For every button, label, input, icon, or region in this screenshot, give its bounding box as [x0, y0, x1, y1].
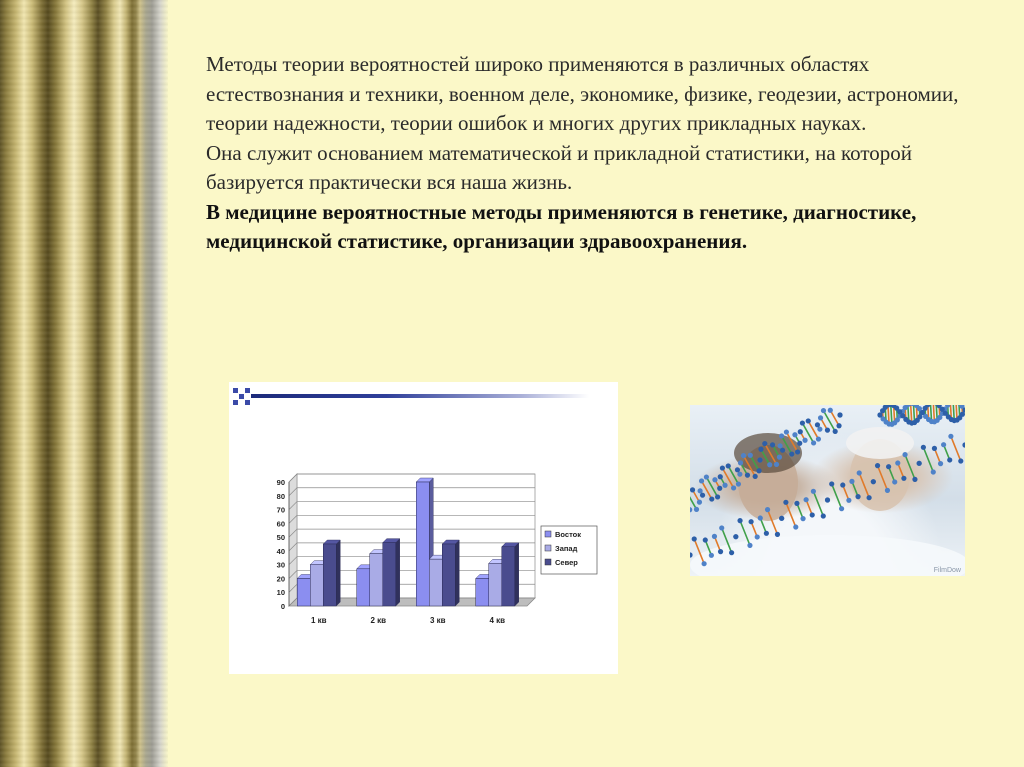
legend-swatch [545, 559, 551, 565]
bar-chart [229, 382, 618, 674]
helix-top-bead [748, 453, 753, 458]
helix-top-bead [818, 415, 823, 420]
helix-top-bead [700, 493, 705, 498]
helix-top-bead [811, 440, 816, 445]
x-tick-label: 4 кв [489, 616, 506, 625]
helix-top-bead [715, 494, 720, 499]
legend-swatch [545, 531, 551, 537]
helix-middle-bead [948, 434, 953, 439]
helix-middle-bead [811, 489, 816, 494]
helix-middle-bead [702, 561, 707, 566]
bar-side [336, 540, 340, 606]
y-tick-label: 50 [276, 533, 285, 543]
helix-top-bead [777, 455, 782, 460]
helix-middle-bead [931, 469, 936, 474]
helix-top-bead [722, 483, 727, 488]
helix-top-bead [726, 463, 731, 468]
helix-top-bead [789, 451, 794, 456]
helix-top-bead [758, 447, 763, 452]
helix-top-bead [757, 457, 762, 462]
y-tick-label: 0 [280, 602, 285, 611]
helix-top-bead [762, 441, 767, 446]
x-tick-label: 3 кв [429, 616, 446, 625]
helix-middle-bead [912, 477, 917, 482]
helix-top-bead [833, 429, 838, 434]
helix-top-bead [798, 429, 803, 434]
helix-top-bead [738, 460, 743, 465]
helix-middle-bead [810, 512, 815, 517]
helix-middle-bead [958, 458, 963, 463]
y-tick-label: 80 [276, 491, 285, 501]
helix-middle-bead [783, 500, 788, 505]
dna-helix-image [690, 405, 965, 576]
helix-top-bead [825, 428, 830, 433]
helix-middle-bead [703, 537, 708, 542]
helix-top-bead [717, 486, 722, 491]
legend-swatch [545, 545, 551, 551]
helix-top-bead [697, 500, 702, 505]
helix-middle-bead [733, 534, 738, 539]
helix-top-bead [737, 472, 742, 477]
bar-3-2 [383, 543, 396, 606]
helix-middle-bead [825, 497, 830, 502]
helix-top-bead [770, 442, 775, 447]
helix-middle-bead [855, 494, 860, 499]
helix-middle-bead [800, 516, 805, 521]
helix-middle-bead [839, 506, 844, 511]
helix-top-bead [735, 467, 740, 472]
paragraph-1: Методы теории вероятностей широко применяются в различных областях естествознания и техники, военном деле, экономике, физике, геодезии, астрономии, теории надежности, теории ошибок и многих других прикладных науках. [206, 52, 959, 135]
helix-top-bead [731, 485, 736, 490]
helix-top-bead [779, 433, 784, 438]
y-tick-label: 10 [276, 588, 285, 598]
y-tick-label: 20 [276, 574, 285, 584]
helix-middle-bead [895, 460, 900, 465]
helix-top-bead [756, 468, 761, 473]
helix-top-bead [780, 448, 785, 453]
helix-middle-bead [885, 488, 890, 493]
bar-1-3 [416, 482, 429, 606]
helix-top-bead [709, 496, 714, 501]
bar-side [396, 539, 400, 606]
bar-2-4 [489, 563, 502, 606]
helix-middle-rung [923, 447, 933, 472]
helix-top-bead [778, 443, 783, 448]
y-tick-label: 70 [276, 505, 285, 515]
helix-middle-rung [813, 491, 823, 516]
helix-middle-bead [709, 553, 714, 558]
helix-top-bead [837, 412, 842, 417]
helix-top-rung [823, 411, 835, 432]
helix-middle-bead [712, 534, 717, 539]
bar-1-2 [357, 569, 370, 606]
y-tick-label: 30 [276, 560, 285, 570]
helix-middle-bead [758, 515, 763, 520]
helix-middle-bead [921, 445, 926, 450]
helix-middle-bead [765, 507, 770, 512]
helix-top-bead [718, 474, 723, 479]
photo-caption: FilmDow [933, 567, 961, 574]
helix-top-bead [828, 408, 833, 413]
helix-middle-bead [938, 461, 943, 466]
helix-top-bead [802, 438, 807, 443]
decorative-curtain [0, 0, 168, 767]
helix-top-bead [699, 478, 704, 483]
bar-2-2 [370, 554, 383, 606]
helix-middle-bead [947, 457, 952, 462]
legend-label: Восток [555, 530, 581, 539]
helix-middle-bead [829, 481, 834, 486]
helix-middle-bead [718, 549, 723, 554]
helix-middle-bead [692, 536, 697, 541]
helix-corner-rung [913, 405, 914, 422]
helix-middle-bead [962, 442, 965, 447]
y-tick-label: 60 [276, 519, 285, 529]
helix-top-bead [806, 418, 811, 423]
helix-top-bead [690, 507, 692, 512]
helix-top-bead [745, 473, 750, 478]
x-tick-label: 2 кв [370, 616, 387, 625]
helix-corner-rung [891, 405, 892, 424]
helix-middle-bead [849, 479, 854, 484]
helix-middle-bead [857, 470, 862, 475]
helix-top-bead [784, 429, 789, 434]
helix-top-bead [797, 441, 802, 446]
helix-middle-bead [747, 543, 752, 548]
helix-middle-bead [749, 519, 754, 524]
helix-middle-bead [941, 442, 946, 447]
helix-top-bead [712, 477, 717, 482]
helix-middle-bead [804, 497, 809, 502]
helix-middle-bead [737, 518, 742, 523]
helix-top-bead [720, 465, 725, 470]
helix-middle-rung [951, 436, 961, 461]
helix-middle-bead [917, 461, 922, 466]
bar-side [515, 543, 519, 606]
helix-top-bead [821, 408, 826, 413]
helix-middle-bead [846, 498, 851, 503]
helix-top-bead [817, 427, 822, 432]
legend-label: Запад [555, 544, 578, 553]
helix-top-bead [815, 422, 820, 427]
bar-1-4 [476, 578, 489, 606]
chart-side-wall [289, 474, 297, 606]
helix-top-bead [698, 488, 703, 493]
helix-middle-bead [775, 532, 780, 537]
helix-middle-bead [840, 482, 845, 487]
helix-middle-bead [794, 501, 799, 506]
helix-middle-bead [892, 479, 897, 484]
helix-top-bead [795, 449, 800, 454]
helix-middle-bead [901, 476, 906, 481]
bar-3-1 [323, 544, 336, 606]
helix-middle-bead [902, 452, 907, 457]
bar-side [455, 540, 459, 606]
helix-top-bead [792, 432, 797, 437]
helix-top-bead [836, 423, 841, 428]
helix-top-bead [800, 420, 805, 425]
legend-label: Север [555, 558, 578, 567]
helix-top-bead [690, 487, 695, 492]
helix-middle-rung [832, 484, 842, 509]
helix-top-bead [767, 462, 772, 467]
bar-2-3 [429, 559, 442, 606]
x-tick-label: 1 кв [310, 616, 327, 625]
helix-top-bead [704, 474, 709, 479]
paragraph-2: Она служит основанием математической и прикладной статистики, на которой базируется практически вся наша жизнь. [206, 140, 912, 194]
helix-middle-bead [793, 524, 798, 529]
helix-top-bead [816, 436, 821, 441]
helix-top-bead [753, 474, 758, 479]
chart-image [229, 382, 618, 674]
helix-top-bead [736, 481, 741, 486]
bar-3-4 [502, 547, 515, 606]
slide-text [206, 50, 996, 257]
helix-middle-bead [779, 516, 784, 521]
helix-middle-bead [886, 464, 891, 469]
helix-top-bead [774, 462, 779, 467]
helix-middle-bead [719, 525, 724, 530]
helix-top-bead [741, 453, 746, 458]
helix-middle-bead [755, 534, 760, 539]
helix-middle-bead [867, 495, 872, 500]
bar-1-1 [297, 578, 310, 606]
helix-middle-bead [821, 513, 826, 518]
helix-middle-bead [729, 550, 734, 555]
helix-middle-bead [690, 552, 693, 557]
dna-photo [690, 405, 965, 576]
helix-middle-bead [764, 531, 769, 536]
paragraph-3: В медицине вероятностные методы применяются в генетике, диагностике, медицинской статистике, организации здравоохранения. [206, 199, 917, 253]
helix-middle-bead [875, 463, 880, 468]
y-tick-label: 90 [276, 478, 285, 487]
bar-3-3 [442, 544, 455, 606]
lab-coats [690, 535, 965, 576]
bar-2-1 [310, 565, 323, 606]
helix-middle-bead [871, 479, 876, 484]
y-tick-label: 40 [276, 546, 285, 556]
helix-middle-bead [932, 446, 937, 451]
helix-top-bead [694, 507, 699, 512]
